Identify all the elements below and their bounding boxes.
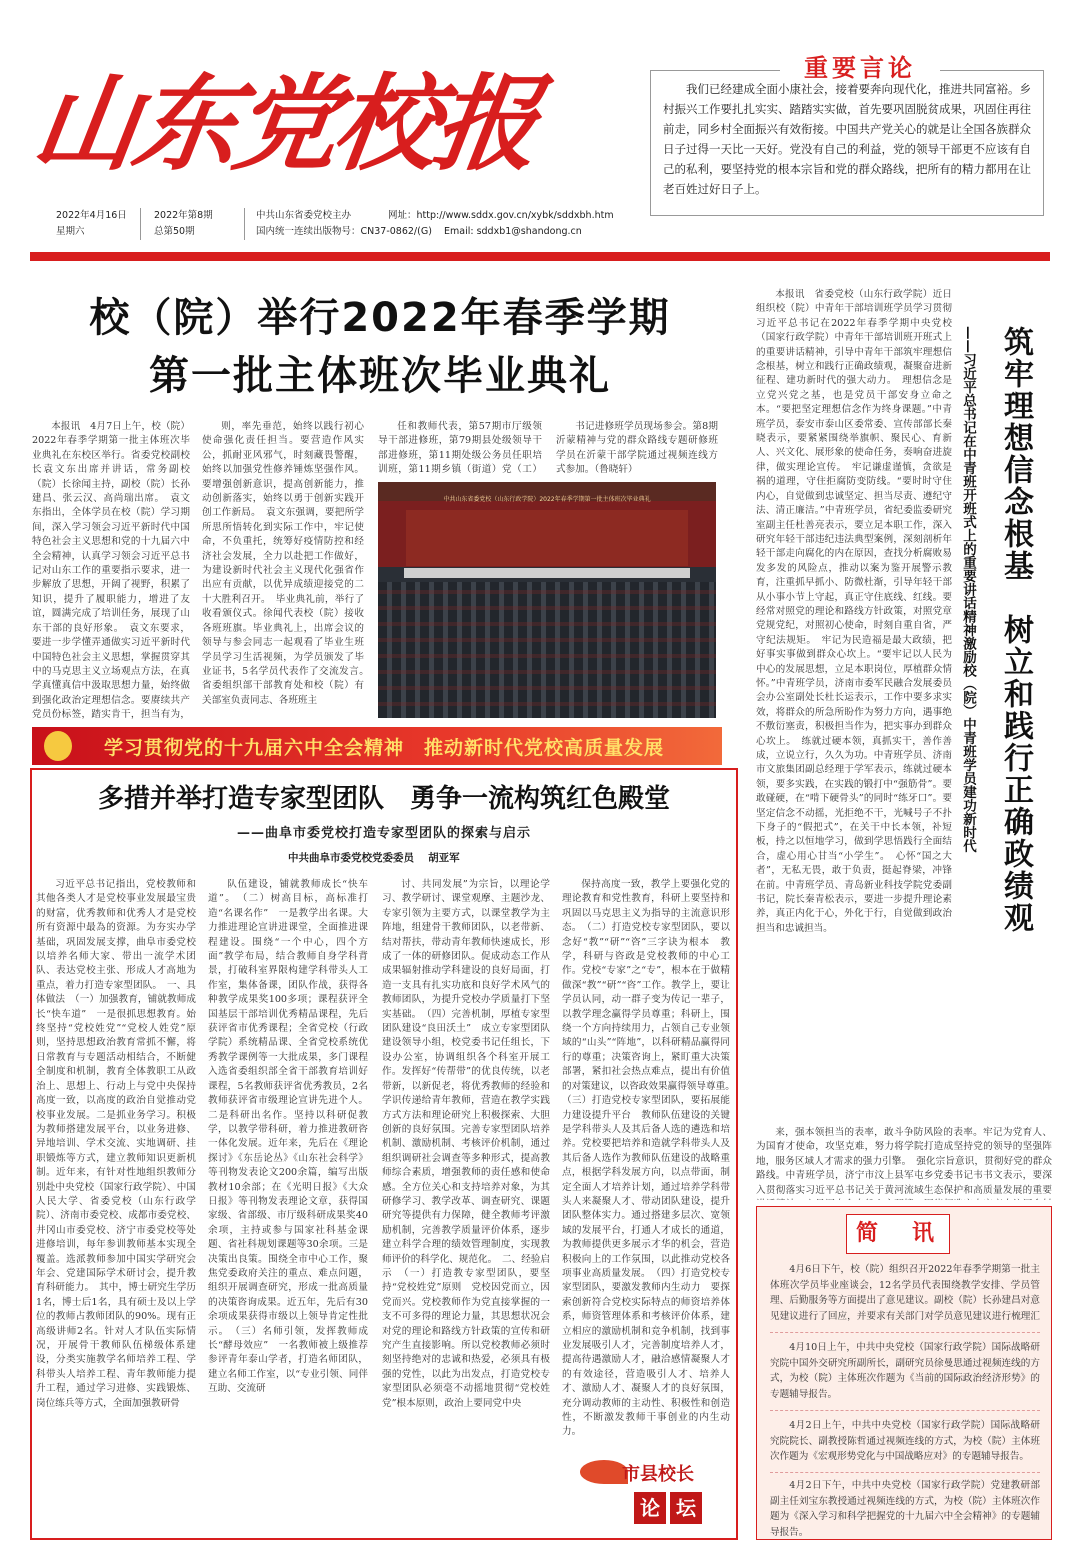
feature-subhead: ——曲阜市委党校打造专家型团队的探索与启示 — [236, 826, 531, 841]
email-address[interactable]: Email: sddxb1@shandong.cn — [444, 226, 582, 237]
website-url[interactable]: 网址：http://www.sddx.gov.cn/xybk/sddxbh.htm — [388, 210, 614, 221]
lead-column-2-text: 则，率先垂范，始终以践行初心使命强化责任担当。要营造作风实公，抓耐亚风邪气，时刻藏畏警醒，始终以加强党性修养锤炼坚强作风。要增强创新意识，提高创新能力，推动创新落实，始终以勇于创新实践开创工作新局。 袁文东强调，要把所学所思所悟转化到实际工作中，牢记使命，不负重托，统筹好疫情防控和经济社会发展，全力以赴把工作做好，为建设新时代社会主义现代化强省作出应有贡献，以优异成绩迎接党的二十大胜利召开。 毕业典礼前，举行了收看颁仪式。徐闻代表校（院）接收各班班旗。毕业典礼上，出席会议的领导与参会同志一起观看了毕业生班学员学习生活视频，为学员颁发了毕业证书，5名学员代表作了交流发言。 省委组织部干部教育处和校（院）有关部室负责同志、各班班主 — [202, 421, 364, 706]
lead-column-2 — [202, 420, 364, 720]
feature-column-2-text: 队伍建设，铺就教师成长“快车道”。 （二）树高目标，高标准打造“名课名作” 一是教学出名课。大力推进理论宣讲进课堂，全面推进课程建设。围绕“一个中心，四个方面”教学布局，结合教师自身学科背景，打破科室界限构建学科带头人工作室，集体备课，团队作战，获得各种教学成果奖100多项；课程获评全国基层干部培训优秀精品课程，先后获评省市优秀课程；全省党校（行政学院）系统精品课、全省党校系统优秀教学课例等一大批成果，多门课程入选省委组织部全省干部教育培训好课程，5名教师获评省优秀教员，2名教师获评省市级理论宣讲先进个人。二是科研出名作。坚持以科研促教学，以教学带科研，着力推进教研咨一体化发展。近年来，先后在《理论探讨》《东岳论丛》《山东社会科学》等刊物发表论文200余篇，编写出版教材10余部；在《光明日报》《大众日报》等刊物发表理论文章，获得国家级、省部级、市厅级科研成果奖40余项，主持或参与国家社科基金课题、省社科规划课题等30余项。三是决策出良策。围绕全市中心工作，聚焦党委政府关注的重点、难点问题，组织开展调查研究，形成一批高质量的决策咨询成果。近五年，先后有30余项成果获得市级以上领导肯定性批示。 （三）名师引领，发挥教师成长“酵母效应” 一名教师被上级推荐参评青年泰山学者，打造名师团队，建立名师工作室，以“专业引领、同伴互助、交流研 — [208, 879, 368, 1395]
right-vertical-subhead: ——习近平总书记在中青班开班式上的重要讲话精神激励校（院）中青班学员建功新时代 — [960, 326, 976, 853]
brief-item: 4月10日上午，中共中央党校（国家行政学院）国际战略研究院中国外交研究所副所长，副研究员徐曼思通过视频连线的方式，为校（院）主体班次作题为《当前的国际政治经济形势》的专题辅导报告。 — [770, 1342, 1040, 1400]
lead-column-4-text: 书记进修班学员现场参会。第8期沂蒙精神与党的群众路线专题研修班学员在沂蒙干部学院通过视频连线方式参加。（鲁晓轩） — [556, 421, 718, 476]
brief-divider — [770, 1332, 1040, 1333]
badge-leaf-icon — [580, 1460, 628, 1484]
feature-column-1-text: 习近平总书记指出，党校教师和其他各类人才是党校事业发展最宝贵的财富，优秀教师和优秀人才是党校所有资源中最為的资源。为夯实办学基础，巩固发展支撑，曲阜市委党校以培养名师大家、带出一流学术团队、表达党校主张、形成人才高地为重点，着力打造专家型团队。 一、具体做法 （一）加强教育，铺就教师成长“快车道” 一是很抓思想教育。始终坚持“党校姓党”“党校人姓党”原则，坚持思想政治教育常抓不懈，将日常教育与专题活动相结合，不断健全制度和机制，教育全体教职工从政治上、思想上、行动上与党中央保持高度一致，以高度的政治自觉推动党校事业发展。二是抓业务学习。积极为教师搭建发展平台，以业务进修、异地培训、学术交流、实地调研、挂职锻炼等方式，建立教师知识更新机制。近年来，有针对性地组织教师分别赴中央党校（国家行政学院）、中国人民大学、省委党校（山东行政学院）、济南市委党校、成都市委党校、井冈山市委党校、济宁市委党校等处进修培训，每年参训教师基本实现全覆盖。选派教师参加中国实学研究会年会、党建国际学术研讨会，提升教育科研能力。 其中，博士研究生学历1名，博士后1名，具有硕士及以上学位的教师占教师团队的90%。现有正高级讲师2名。针对人才队伍实际情况，开展骨干教师队伍梯级体系建设，分类实施教学名师培养工程、学科带头人培养工程、青年教师能力提升工程，通过学习进修、实践锻炼、岗位练兵等方式，全面加强教研骨 — [36, 879, 196, 1409]
lead-column-3-text: 任和教师代表，第57期市厅级领导干部进修班，第79期县处级领导干部进修班，第11期处级公务员任职培训班，第11期乡镇（街道）党（工） — [378, 421, 542, 476]
publisher-sponsor: 中共山东省委党校主办 — [256, 210, 352, 221]
meta-divider — [140, 208, 141, 240]
feature-column-4-text: 保持高度一致，教学上要强化党的理论教育和党性教育，科研上要坚持和巩固以马克思主义为指导的主流意识形态。 （二）打造党校专家型团队，要以念好“教”“研”“咨”三字诀为根本 教学，科研与咨政是党校教师的中心工作。党校“专家”之“专”，根本在于做精做深“教”“研”“咨”工作。教学上，要让学员认同，动一群子变为传记一辈子，以教学理念赢得学员尊重；科研上，围绕一个方向持续用力，占领自己专业领域的“山头”“阵地”，以科研精品赢得同行的尊重；决策咨询上，紧盯重大决策部署，紧扣社会热点难点，提出有价值的对策建议，以咨政效果赢得领导尊重。 （三）打造党校专家型团队，要拓展能力建设提升平台 教师队伍建设的关键是学科带头人及其后备人选的遴选和培养。党校要把培养和造就学科带头人及其后备人选作为教师队伍建设的战略重点，根据学科发展方向，以点带面，制定全面人才培养计划，通过培养学科带头人来凝聚人才、带动团队建设，提升团队整体实力。通过搭建多层次、宽领域的发展平台，打通人才成长的通道，为教师提供更多展示才华的机会，营造积极向上的工作氛围，以此推动党校各项事业高质量发展。 （四）打造党校专家型团队，要激发教师内生动力 要探索创新符合党校实际特点的师资培养体系，师资管理体系和考核评价体系，建立相应的激励机制和竞争机制，找到事业发展吸引人才，完善制度培养人才，提高待遇激励人才，融洽感情凝聚人才的有效途径，营造吸引人才、培养人才、激励人才、凝聚人才的良好氛围，充分调动教师的主动性、积极性和创造性，不断激发教师干事创业的内生动力。 — [562, 879, 730, 1438]
banner-text: 学习贯彻党的十九届六中全会精神 推动新时代党校高质量发展 — [104, 737, 665, 759]
stage-banner-text: 中共山东省委党校（山东行政学院）2022年春季学期第一批主体班次毕业典礼 — [443, 496, 651, 503]
feature-column-4 — [562, 878, 730, 1444]
lead-headline-line2: 第一批主体班次毕业典礼 — [149, 353, 611, 399]
feature-column-3-text: 讨、共同发展”为宗旨，以理论学习、教学研讨、课堂观摩、主题沙龙、专家引领为主要方式，以课堂教学为主阵地，组建骨干教师团队，以老带新、结对帮扶，带动青年教师快速成长，形成了一体的研修团队。促成动态工作从成果辐射推动学科建设的良好局面，打造一支具有扎实功底和良好学术风气的教师团队，为提升党校办学质量打下坚实基础。 （四）完善机制，厚植专家型团队建设“良田沃土” 成立专家型团队建设领导小组，校党委书记任组长，下设办公室，协调组织各个科室开展工作。发挥好“传帮带”的优良传统，以老带新，以新促老，将优秀教师的经验和学识传递给青年教师，营造在教学实践方式方法和理论研究上积极探索、大胆创新的良好氛围。完善专家型团队培养机制、激励机制、考核评价机制，通过组织调研社会调查等多种形式，提高教师综合素质，增强教师的责任感和使命感。全方位关心和支持培养对象，为其研修学习、教学改革、调查研究、课题研究等提供有力保障，健全教师考评激励机制，完善教学质量评价体系，逐步建立科学合理的绩效管理制度，实现教师评价的科学化、规范化。 二、经验启示 （一）打造教专家型团队，要坚持“党校姓党”原则 党校因党而立，因党而兴。党校教师作为党直接掌握的一支不可多得的理论力量，其思想状况会对党的理论和路线方针政策的宣传和研究产生直接影响。所以党校教师必须时刻坚持绝对的忠诚和热爱，必须具有极强的党性，以此为出发点，打造党校专家型团队必须毫不动摇地贯彻“党校姓党”根本原则，政治上要同党中央 — [382, 879, 550, 1409]
right-vertical-headline: 筑牢理想信念根基 树立和践行正确政绩观 — [998, 326, 1033, 934]
lead-column-1 — [32, 420, 190, 720]
newspaper-title: 山东党校报 — [26, 62, 544, 185]
issue-date-block — [56, 208, 127, 240]
party-emblem-icon — [44, 731, 72, 761]
brief-divider — [770, 1472, 1040, 1473]
right-article-continued — [756, 1126, 1052, 1200]
ceremony-photo — [378, 482, 716, 718]
right-article-column — [756, 288, 952, 1124]
column-badge — [572, 1454, 722, 1530]
issue-weekday: 星期六 — [56, 226, 85, 237]
stage-backdrop — [406, 510, 688, 566]
badge-char-2: 坛 — [670, 1492, 702, 1524]
masthead — [26, 40, 636, 185]
contact-block — [388, 208, 614, 240]
lead-column-4 — [556, 420, 718, 478]
feature-byline — [288, 850, 460, 865]
masthead-rule — [30, 252, 1050, 261]
feature-column-1 — [36, 878, 196, 1530]
brief-divider — [770, 1410, 1040, 1411]
feature-headline: 多措并举打造专家型团队 勇争一流构筑红色殿堂 — [97, 784, 670, 814]
important-quote-text: 我们已经建成全面小康社会，接着要奔向现代化，推进共同富裕。乡村振兴工作要扎扎实实、踏踏实实做，首先要巩固脱贫成果，巩固住再往前走，同乡村全面振兴有效衔接。中国共产党关心的就是让全国各族群众日子过得一天比一天好。党没有自己的利益，党的领导干部更不应该有自己的私利，要坚持党的根本宗旨和党的群众路线，把所有的精力都用在让老百姓过好日子上。 — [663, 82, 1031, 196]
lead-column-1-text: 本报讯 4月7日上午，校（院）2022年春季学期第一批主体班次毕业典礼在东校区举行。省委党校副校长袁文东出席并讲话，常务副校（院）长徐闻主持，副校（院）长孙建昌、张云汉、高尚瑞出席。 袁文东指出，全体学员在校（院）学习期间，深入学习领会习近平新时代中国特色社会主义思想和党的十九届六中全会精神，认真学习领会习近平总书记对山东工作的重要指示要求，进一步解放了思想，开阔了视野，积累了知识，提升了履职能力，增进了友谊，圆满完成了培训任务，展现了山东干部的良好形象。 袁文东要求，要进一步学懂弄通做实习近平新时代中国特色社会主义思想，掌握贯穿其中的马克思主义立场观点方法，在真学真懂真信中汲取思想力量，始终做到强化政治定理想信念。要赓续共产党员份标签，踏实肯干，担当有为， — [32, 421, 190, 720]
brief-item: 4月6日下午，校（院）组织召开2022年春季学期第一批主体班次学员毕业座谈会，12名学员代表围绕教学安排、学员管理、后勤服务等方面提出了意见建议。副校（院）长孙建昌对意见建议进行了回应，并要求有关部门对学员意见建议进行梳理汇 — [770, 1264, 1040, 1322]
brief-item: 4月2日下午，中共中央党校（国家行政学院）党建教研部副主任刘宝东教授通过视频连线的方式，为校（院）主体班次作题为《深入学习和科学把握党的十九届六中全会精神》的专题辅导报告。 — [770, 1480, 1040, 1538]
issue-total: 总第50期 — [154, 226, 195, 237]
issue-date: 2022年4月16日 — [56, 210, 127, 221]
byline-org: 中共曲阜市委党校党委委员 — [288, 852, 414, 864]
brief-item: 4月2日上午，中共中央党校（国家行政学院）国际战略研究院院长、副教授陈哲通过视频连线的方式，为校（院）主体班次作题为《宏观形势党化与中国战略应对》的专题辅导报告。 — [770, 1420, 1040, 1462]
byline-name: 胡亚军 — [428, 852, 460, 864]
stage-desk — [404, 568, 690, 578]
issue-number-block — [154, 208, 213, 240]
badge-title: 市县校长 — [622, 1464, 694, 1485]
issue-number: 2022年第8期 — [154, 210, 213, 221]
meta-divider — [244, 208, 245, 240]
lead-headline-line1: 校（院）举行2022年春季学期 — [89, 295, 671, 341]
lead-column-3 — [378, 420, 542, 478]
publisher-cn: 国内统一连续出版物号：CN37-0862/(G) — [256, 226, 432, 237]
feature-column-3 — [382, 878, 550, 1530]
briefs-title: 简 讯 — [846, 1214, 950, 1254]
right-article-continued-text: 来，强本领担当的表率，敢斗争防风险的表率。牢记为党育人、为国育才使命，攻坚克难，努力将学院打造成坚持党的领导的坚强阵地，服务区域人才需求的强力引擎。 强化宗旨意识，贯彻好党的群众路线。中青班学员，济宁市汶上县军屯乡党委书记韦书文表示，要深入贯彻落实习近平总书记关于黄河流域生态保护和高质量发展的重要 — [756, 1127, 1052, 1196]
badge-char-1: 论 — [634, 1492, 666, 1524]
topic-banner — [32, 727, 722, 765]
feature-column-2 — [208, 878, 368, 1530]
important-quote-title: 重要言论 — [780, 48, 940, 76]
audience-seats — [378, 582, 716, 718]
right-article-text: 本报讯 省委党校（山东行政学院）近日组织校（院）中青年干部培训班学员学习贯彻习近平总书记在2022年春季学期中央党校（国家行政学院）中青年干部培训班开班式上的重要讲话精神，引导中青年干部筑牢理想信念根基，树立和践行正确政绩观，凝聚奋进新征程、建功新时代的强大动力。 理想信念是立党兴党之基，也是党员干部安身立命之本。“要把坚定理想信念作为终身课题。”中青班学员，泰安市泰山区委常委、宣传部部长秦晓表示，要紧紧围绕举旗帜、聚民心、育新人、兴文化、展形象的使命任务，奏响奋进旋律，做实理论宣传。 牢记谦虚谨慎，贪欲是祸的道理，守住拒腐防变防线。“要时时守住内心，自觉做到忠诚坚定、担当尽责、遵纪守法、清正廉洁。”中青班学员，省纪委监委研究室副主任杜善亮表示，要立足本职工作，深入研究年轻干部违纪违法典型案例，深刻剖析年轻干部走向腐化的内在原因，查找分析腐败易发多发的风险点，推动以案为鉴开展警示教育，注重抓早抓小、防微杜渐，引导年轻干部从小事小节上守起，真正守住底线、红线。要经常对照党的理论和路线方针政策，对照党章党规党纪，对照初心使命，时刻自重自省，严守纪法规矩。 牢记为民造福是最大政绩，把好事实事做到群众心坎上。“要牢记以人民为中心的发展思想，立足本职岗位，厚植群众情怀。”中青班学员，济南市委军民融合发展委员会办公室副处长杜长运表示，工作中要多求实效，将群众的所急所盼作为努力方向，遇事绝不敷衍塞责，积极担当作为，把实事办到群众心坎上。 练就过硬本领，真抓实干，善作善成，立说立行，久久为功。中青班学员、济南市文旅集团副总经理于学军表示，练就过硬本领，要多实践，在实践的锻打中“强筋骨”。要敢碰硬，在“啃下硬骨头”的同时“练牙口”。要坚定信念不动摇，光拒绝不干，光喊号子不扑下身子的“假把式”，在关干中长本领，补短板，持之以恒地学习，做到学思悟践行全面结合，虚心用心甘当“小学生”。 心怀“国之大者”，无私无畏，敢于负责，挺起脊梁，冲锋在前。中青班学员、青岛新业科技学院党委副书记，院长秦青松表示，要进一步提升理论素养，真正内化于心，外化于行，自觉做到政治担当和忠诚担当。 — [756, 289, 952, 934]
important-quote-box — [650, 70, 1044, 216]
